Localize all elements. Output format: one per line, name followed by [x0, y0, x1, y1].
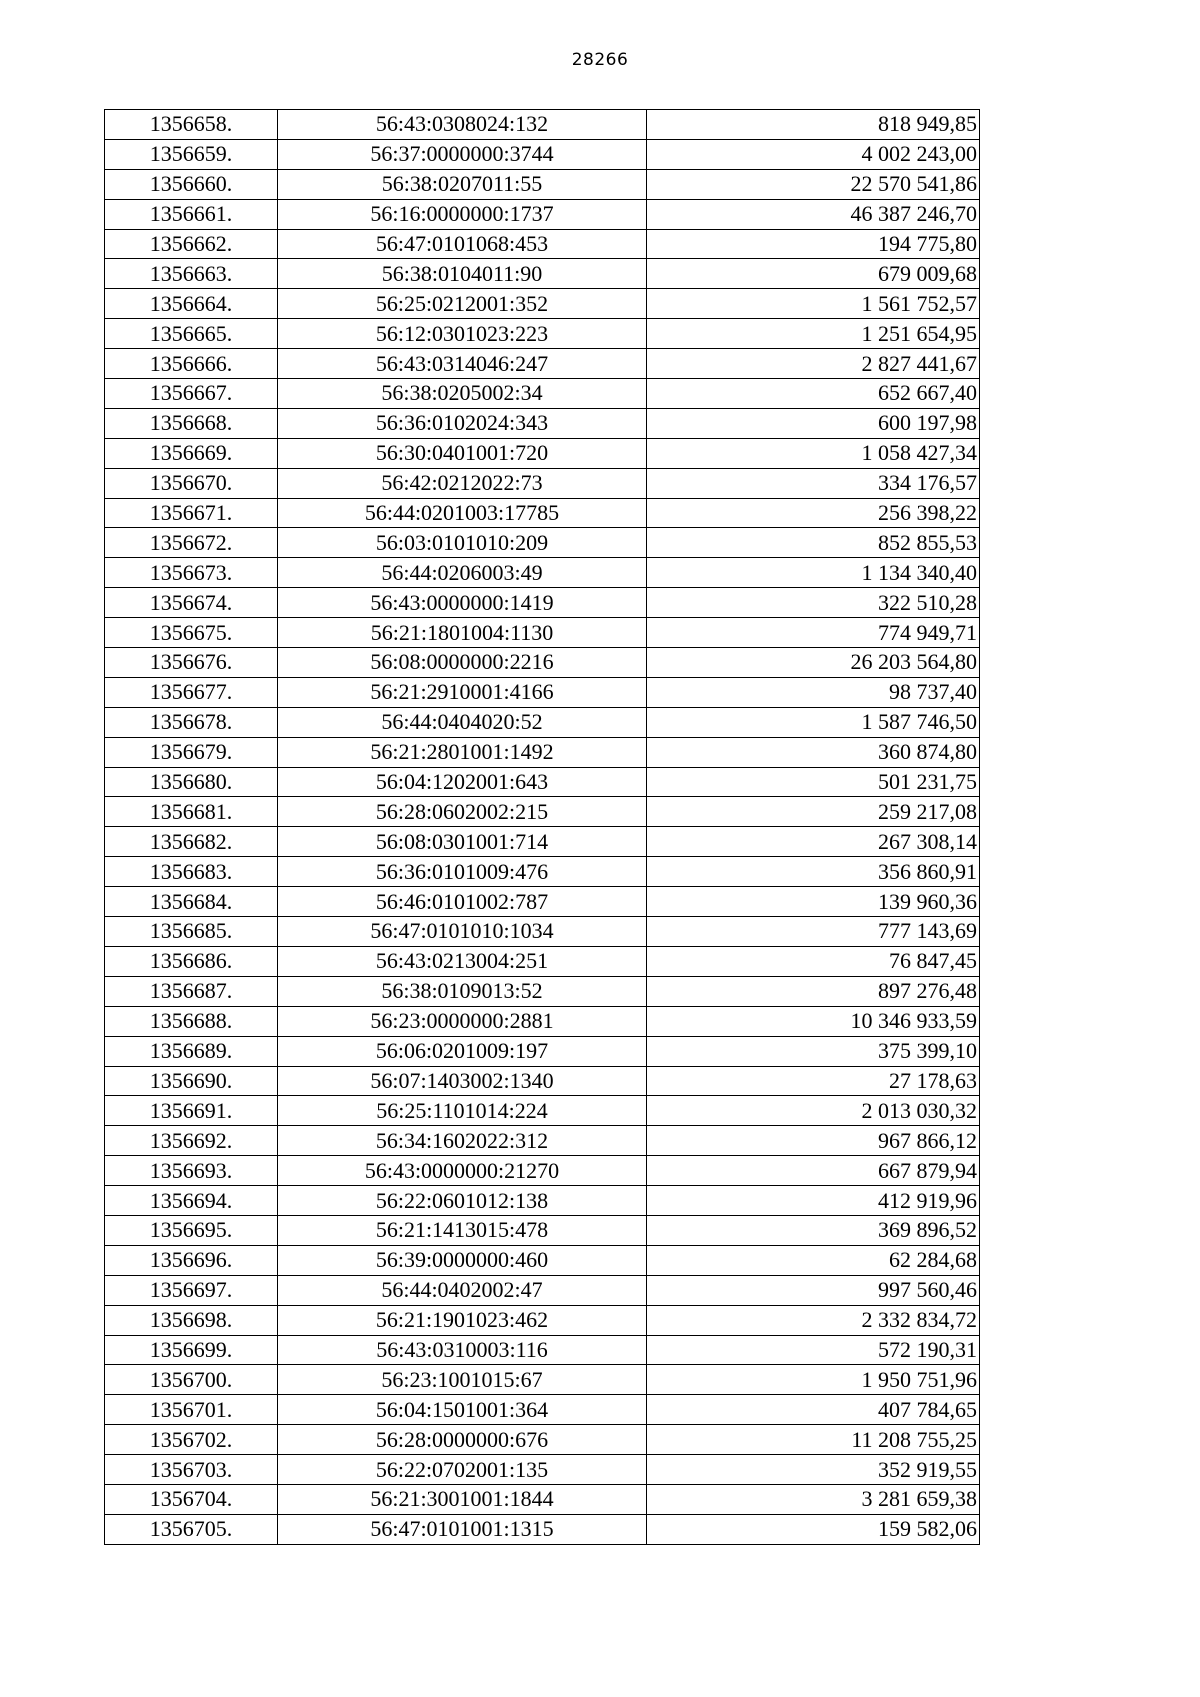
cadastral-value-cell: 334 176,57	[647, 468, 980, 498]
row-number-cell: 1356667.	[105, 379, 278, 409]
table-row	[105, 677, 980, 707]
cadastral-number-cell: 56:07:1403002:1340	[278, 1066, 647, 1096]
row-number-cell: 1356669.	[105, 438, 278, 468]
cadastral-number-cell: 56:44:0201003:17785	[278, 498, 647, 528]
cadastral-value-cell: 267 308,14	[647, 827, 980, 857]
table-row	[105, 887, 980, 917]
table-row	[105, 737, 980, 767]
row-number-cell: 1356703.	[105, 1455, 278, 1485]
cadastral-value-cell: 679 009,68	[647, 259, 980, 289]
cadastral-value-cell: 967 866,12	[647, 1126, 980, 1156]
cadastral-number-cell: 56:04:1202001:643	[278, 767, 647, 797]
table-row	[105, 1455, 980, 1485]
cadastral-value-cell: 194 775,80	[647, 229, 980, 259]
cadastral-number-cell: 56:22:0601012:138	[278, 1186, 647, 1216]
cadastral-value-cell: 76 847,45	[647, 946, 980, 976]
row-number-cell: 1356697.	[105, 1275, 278, 1305]
table-row	[105, 1126, 980, 1156]
table-row	[105, 558, 980, 588]
cadastral-number-cell: 56:43:0314046:247	[278, 349, 647, 379]
cadastral-number-cell: 56:04:1501001:364	[278, 1395, 647, 1425]
row-number-cell: 1356700.	[105, 1365, 278, 1395]
cadastral-number-cell: 56:22:0702001:135	[278, 1455, 647, 1485]
table-row	[105, 289, 980, 319]
table-row	[105, 827, 980, 857]
cadastral-value-cell: 777 143,69	[647, 917, 980, 947]
cadastral-number-cell: 56:47:0101010:1034	[278, 917, 647, 947]
cadastral-number-cell: 56:39:0000000:460	[278, 1245, 647, 1275]
table-row	[105, 408, 980, 438]
table-row	[105, 1245, 980, 1275]
cadastral-number-cell: 56:28:0000000:676	[278, 1425, 647, 1455]
row-number-cell: 1356668.	[105, 408, 278, 438]
cadastral-value-cell: 22 570 541,86	[647, 169, 980, 199]
row-number-cell: 1356684.	[105, 887, 278, 917]
row-number-cell: 1356691.	[105, 1096, 278, 1126]
cadastral-number-cell: 56:16:0000000:1737	[278, 199, 647, 229]
table-row	[105, 1036, 980, 1066]
table-row	[105, 528, 980, 558]
table-row	[105, 976, 980, 1006]
cadastral-value-cell: 62 284,68	[647, 1245, 980, 1275]
cadastral-number-cell: 56:44:0402002:47	[278, 1275, 647, 1305]
cadastral-value-cell: 1 058 427,34	[647, 438, 980, 468]
row-number-cell: 1356679.	[105, 737, 278, 767]
cadastral-number-cell: 56:21:2801001:1492	[278, 737, 647, 767]
table-row	[105, 588, 980, 618]
cadastral-number-cell: 56:21:1901023:462	[278, 1305, 647, 1335]
cadastral-value-cell: 4 002 243,00	[647, 139, 980, 169]
row-number-cell: 1356693.	[105, 1156, 278, 1186]
cadastral-value-cell: 412 919,96	[647, 1186, 980, 1216]
table-row	[105, 1425, 980, 1455]
cadastral-number-cell: 56:38:0104011:90	[278, 259, 647, 289]
cadastral-number-cell: 56:42:0212022:73	[278, 468, 647, 498]
row-number-cell: 1356690.	[105, 1066, 278, 1096]
cadastral-value-cell: 600 197,98	[647, 408, 980, 438]
cadastral-number-cell: 56:38:0207011:55	[278, 169, 647, 199]
table-row	[105, 917, 980, 947]
cadastral-number-cell: 56:43:0213004:251	[278, 946, 647, 976]
row-number-cell: 1356678.	[105, 707, 278, 737]
table-row	[105, 946, 980, 976]
cadastral-number-cell: 56:23:1001015:67	[278, 1365, 647, 1395]
row-number-cell: 1356675.	[105, 618, 278, 648]
table-row	[105, 349, 980, 379]
cadastral-value-cell: 360 874,80	[647, 737, 980, 767]
cadastral-number-cell: 56:12:0301023:223	[278, 319, 647, 349]
row-number-cell: 1356663.	[105, 259, 278, 289]
cadastral-number-cell: 56:25:0212001:352	[278, 289, 647, 319]
cadastral-value-cell: 2 332 834,72	[647, 1305, 980, 1335]
cadastral-value-cell: 352 919,55	[647, 1455, 980, 1485]
table-row	[105, 1395, 980, 1425]
cadastral-value-cell: 26 203 564,80	[647, 648, 980, 678]
cadastral-number-cell: 56:08:0301001:714	[278, 827, 647, 857]
table-row	[105, 767, 980, 797]
cadastral-value-cell: 256 398,22	[647, 498, 980, 528]
table-row	[105, 1186, 980, 1216]
cadastral-number-cell: 56:36:0102024:343	[278, 408, 647, 438]
cadastral-value-cell: 2 013 030,32	[647, 1096, 980, 1126]
cadastral-number-cell: 56:30:0401001:720	[278, 438, 647, 468]
row-number-cell: 1356699.	[105, 1335, 278, 1365]
table-row	[105, 199, 980, 229]
cadastral-number-cell: 56:43:0000000:1419	[278, 588, 647, 618]
table-row	[105, 1514, 980, 1544]
table-row	[105, 319, 980, 349]
cadastral-number-cell: 56:43:0310003:116	[278, 1335, 647, 1365]
table-row	[105, 498, 980, 528]
table-body	[105, 110, 980, 1545]
table-row	[105, 259, 980, 289]
cadastral-value-cell: 375 399,10	[647, 1036, 980, 1066]
cadastral-value-cell: 667 879,94	[647, 1156, 980, 1186]
cadastral-number-cell: 56:37:0000000:3744	[278, 139, 647, 169]
cadastral-value-cell: 774 949,71	[647, 618, 980, 648]
cadastral-value-cell: 322 510,28	[647, 588, 980, 618]
cadastral-number-cell: 56:36:0101009:476	[278, 857, 647, 887]
table-row	[105, 707, 980, 737]
table-row	[105, 1096, 980, 1126]
cadastral-value-cell: 10 346 933,59	[647, 1006, 980, 1036]
row-number-cell: 1356661.	[105, 199, 278, 229]
cadastral-value-cell: 139 960,36	[647, 887, 980, 917]
row-number-cell: 1356683.	[105, 857, 278, 887]
cadastral-value-cell: 11 208 755,25	[647, 1425, 980, 1455]
table-row	[105, 1484, 980, 1514]
cadastral-value-cell: 259 217,08	[647, 797, 980, 827]
table-row	[105, 110, 980, 140]
cadastral-number-cell: 56:08:0000000:2216	[278, 648, 647, 678]
table-row	[105, 1066, 980, 1096]
table-row	[105, 1215, 980, 1245]
table-row	[105, 379, 980, 409]
cadastral-value-cell: 46 387 246,70	[647, 199, 980, 229]
row-number-cell: 1356660.	[105, 169, 278, 199]
cadastral-number-cell: 56:43:0000000:21270	[278, 1156, 647, 1186]
table-row	[105, 1156, 980, 1186]
cadastral-value-cell: 159 582,06	[647, 1514, 980, 1544]
cadastral-number-cell: 56:38:0109013:52	[278, 976, 647, 1006]
cadastral-value-cell: 356 860,91	[647, 857, 980, 887]
row-number-cell: 1356687.	[105, 976, 278, 1006]
cadastral-number-cell: 56:44:0206003:49	[278, 558, 647, 588]
row-number-cell: 1356685.	[105, 917, 278, 947]
cadastral-value-cell: 1 587 746,50	[647, 707, 980, 737]
table-row	[105, 1006, 980, 1036]
cadastral-value-cell: 407 784,65	[647, 1395, 980, 1425]
row-number-cell: 1356664.	[105, 289, 278, 319]
cadastral-number-cell: 56:28:0602002:215	[278, 797, 647, 827]
cadastral-value-cell: 852 855,53	[647, 528, 980, 558]
cadastral-value-cell: 27 178,63	[647, 1066, 980, 1096]
row-number-cell: 1356696.	[105, 1245, 278, 1275]
row-number-cell: 1356680.	[105, 767, 278, 797]
table-row	[105, 618, 980, 648]
cadastral-number-cell: 56:21:2910001:4166	[278, 677, 647, 707]
row-number-cell: 1356705.	[105, 1514, 278, 1544]
row-number-cell: 1356686.	[105, 946, 278, 976]
row-number-cell: 1356681.	[105, 797, 278, 827]
row-number-cell: 1356692.	[105, 1126, 278, 1156]
cadastral-value-cell: 501 231,75	[647, 767, 980, 797]
cadastral-value-cell: 818 949,85	[647, 110, 980, 140]
cadastral-value-cell: 1 561 752,57	[647, 289, 980, 319]
cadastral-number-cell: 56:47:0101068:453	[278, 229, 647, 259]
row-number-cell: 1356674.	[105, 588, 278, 618]
cadastral-number-cell: 56:06:0201009:197	[278, 1036, 647, 1066]
table-row	[105, 1275, 980, 1305]
cadastral-number-cell: 56:21:1413015:478	[278, 1215, 647, 1245]
cadastral-value-cell: 652 667,40	[647, 379, 980, 409]
cadastral-number-cell: 56:21:3001001:1844	[278, 1484, 647, 1514]
table-row	[105, 468, 980, 498]
table-row	[105, 229, 980, 259]
cadastral-number-cell: 56:25:1101014:224	[278, 1096, 647, 1126]
row-number-cell: 1356665.	[105, 319, 278, 349]
cadastral-value-cell: 369 896,52	[647, 1215, 980, 1245]
cadastral-value-cell: 572 190,31	[647, 1335, 980, 1365]
row-number-cell: 1356658.	[105, 110, 278, 140]
row-number-cell: 1356671.	[105, 498, 278, 528]
row-number-cell: 1356704.	[105, 1484, 278, 1514]
cadastral-number-cell: 56:46:0101002:787	[278, 887, 647, 917]
row-number-cell: 1356677.	[105, 677, 278, 707]
row-number-cell: 1356673.	[105, 558, 278, 588]
table-row	[105, 648, 980, 678]
row-number-cell: 1356701.	[105, 1395, 278, 1425]
table-row	[105, 1365, 980, 1395]
cadastral-value-cell: 1 251 654,95	[647, 319, 980, 349]
row-number-cell: 1356659.	[105, 139, 278, 169]
table-row	[105, 797, 980, 827]
cadastral-number-cell: 56:34:1602022:312	[278, 1126, 647, 1156]
row-number-cell: 1356666.	[105, 349, 278, 379]
cadastral-number-cell: 56:21:1801004:1130	[278, 618, 647, 648]
row-number-cell: 1356702.	[105, 1425, 278, 1455]
row-number-cell: 1356688.	[105, 1006, 278, 1036]
row-number-cell: 1356670.	[105, 468, 278, 498]
table-row	[105, 857, 980, 887]
table-row	[105, 139, 980, 169]
table-row	[105, 1335, 980, 1365]
cadastral-number-cell: 56:38:0205002:34	[278, 379, 647, 409]
table-row	[105, 1305, 980, 1335]
cadastral-value-cell: 1 950 751,96	[647, 1365, 980, 1395]
cadastral-number-cell: 56:43:0308024:132	[278, 110, 647, 140]
cadastral-value-table	[104, 109, 980, 1545]
cadastral-value-cell: 2 827 441,67	[647, 349, 980, 379]
cadastral-number-cell: 56:47:0101001:1315	[278, 1514, 647, 1544]
row-number-cell: 1356672.	[105, 528, 278, 558]
cadastral-value-cell: 897 276,48	[647, 976, 980, 1006]
row-number-cell: 1356662.	[105, 229, 278, 259]
cadastral-value-cell: 3 281 659,38	[647, 1484, 980, 1514]
row-number-cell: 1356694.	[105, 1186, 278, 1216]
cadastral-value-cell: 1 134 340,40	[647, 558, 980, 588]
cadastral-number-cell: 56:44:0404020:52	[278, 707, 647, 737]
table-row	[105, 438, 980, 468]
row-number-cell: 1356682.	[105, 827, 278, 857]
cadastral-number-cell: 56:23:0000000:2881	[278, 1006, 647, 1036]
cadastral-value-cell: 997 560,46	[647, 1275, 980, 1305]
row-number-cell: 1356695.	[105, 1215, 278, 1245]
table-row	[105, 169, 980, 199]
page-number: 28266	[571, 50, 629, 70]
row-number-cell: 1356689.	[105, 1036, 278, 1066]
row-number-cell: 1356698.	[105, 1305, 278, 1335]
cadastral-value-cell: 98 737,40	[647, 677, 980, 707]
row-number-cell: 1356676.	[105, 648, 278, 678]
cadastral-number-cell: 56:03:0101010:209	[278, 528, 647, 558]
